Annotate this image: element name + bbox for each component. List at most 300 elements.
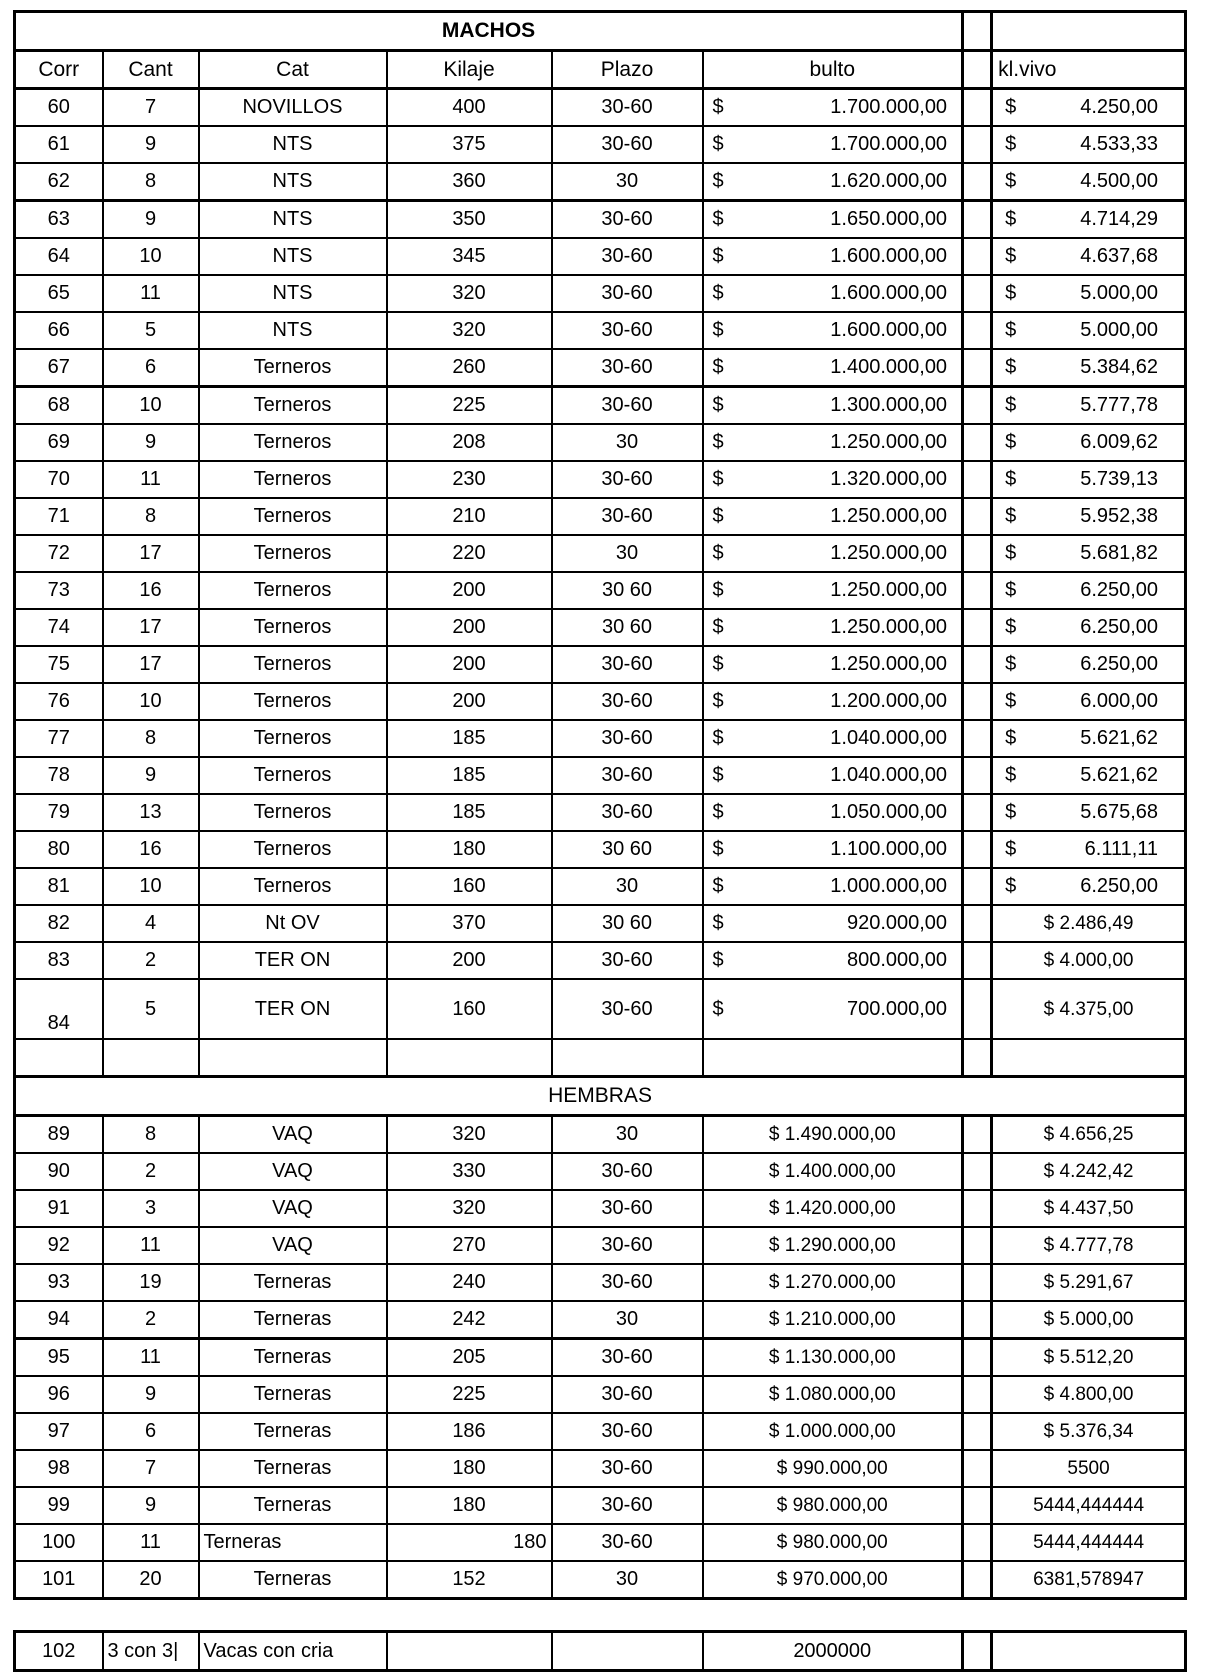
cell-empty[interactable]	[963, 424, 992, 461]
cell-klvivo[interactable]	[992, 461, 1186, 498]
cell-empty[interactable]	[963, 1039, 992, 1077]
cell-cat[interactable]: VAQ	[199, 1153, 387, 1190]
cell-corr[interactable]: 102	[15, 1632, 103, 1671]
cell-empty[interactable]	[963, 979, 992, 1039]
cell-cat[interactable]: NTS	[199, 275, 387, 312]
cell-klvivo[interactable]	[992, 349, 1186, 387]
cell-empty[interactable]	[963, 349, 992, 387]
cell-cant[interactable]: 17	[103, 609, 199, 646]
cell-corr[interactable]: 67	[15, 349, 103, 387]
cell-cant[interactable]: 10	[103, 387, 199, 425]
cell-klvivo[interactable]	[992, 868, 1186, 905]
cell-corr[interactable]: 61	[15, 126, 103, 163]
cell-empty[interactable]	[963, 1487, 992, 1524]
cell-cant[interactable]: 3 con 3|	[103, 1632, 199, 1671]
cell-plazo[interactable]: 30-60	[552, 683, 703, 720]
cell-corr[interactable]: 99	[15, 1487, 103, 1524]
cell-cant[interactable]: 19	[103, 1264, 199, 1301]
cell-bulto[interactable]: 2000000	[703, 1632, 963, 1671]
cell-empty[interactable]	[963, 535, 992, 572]
cell-corr[interactable]: 83	[15, 942, 103, 979]
cell-plazo[interactable]: 30-60	[552, 201, 703, 239]
cell-corr[interactable]: 64	[15, 238, 103, 275]
cell-corr[interactable]: 76	[15, 683, 103, 720]
cell-bulto[interactable]	[703, 1561, 963, 1599]
cell-cant[interactable]: 7	[103, 89, 199, 127]
cell-plazo[interactable]: 30 60	[552, 831, 703, 868]
cell-klvivo[interactable]	[992, 646, 1186, 683]
cell-empty[interactable]	[963, 757, 992, 794]
cell-corr[interactable]: 70	[15, 461, 103, 498]
cell-plazo[interactable]: 30	[552, 1561, 703, 1599]
cell-corr[interactable]: 92	[15, 1227, 103, 1264]
cell-cat[interactable]: VAQ	[199, 1116, 387, 1154]
cell-cant[interactable]: 9	[103, 1487, 199, 1524]
cell-empty[interactable]	[963, 572, 992, 609]
cell-empty[interactable]	[703, 1039, 963, 1077]
cell-plazo[interactable]: 30-60	[552, 238, 703, 275]
cell-empty[interactable]	[963, 51, 992, 89]
cell-klvivo[interactable]	[992, 89, 1186, 127]
cell-cant[interactable]: 11	[103, 1339, 199, 1377]
cell-empty[interactable]	[963, 12, 992, 51]
cell-corr[interactable]: 97	[15, 1413, 103, 1450]
cell-empty[interactable]	[963, 1632, 992, 1671]
cell-bulto[interactable]	[703, 312, 963, 349]
cell-empty[interactable]	[963, 1524, 992, 1561]
cell-kilaje[interactable]: 320	[387, 312, 552, 349]
cell-cat[interactable]: Terneros	[199, 683, 387, 720]
cell-kilaje[interactable]: 260	[387, 349, 552, 387]
cell-kilaje[interactable]: 270	[387, 1227, 552, 1264]
cell-cat[interactable]: TER ON	[199, 942, 387, 979]
cell-corr[interactable]: 68	[15, 387, 103, 425]
cell-empty[interactable]	[992, 1039, 1186, 1077]
cell-klvivo[interactable]	[992, 683, 1186, 720]
cell-cant[interactable]: 8	[103, 720, 199, 757]
cell-kilaje[interactable]: 240	[387, 1264, 552, 1301]
cell-bulto[interactable]	[703, 1153, 963, 1190]
cell-cant[interactable]: 16	[103, 572, 199, 609]
cell-bulto[interactable]	[703, 1450, 963, 1487]
cell-empty[interactable]	[963, 1264, 992, 1301]
cell-corr[interactable]: 95	[15, 1339, 103, 1377]
cell-plazo[interactable]: 30-60	[552, 349, 703, 387]
cell-empty[interactable]	[963, 720, 992, 757]
cell-kilaje[interactable]: 370	[387, 905, 552, 942]
cell-bulto[interactable]	[703, 646, 963, 683]
cell-corr[interactable]: 65	[15, 275, 103, 312]
cell-kilaje[interactable]: 200	[387, 683, 552, 720]
cell-kilaje[interactable]: 160	[387, 979, 552, 1039]
cell-cant[interactable]: 9	[103, 126, 199, 163]
cell-bulto[interactable]	[703, 424, 963, 461]
cell-klvivo[interactable]	[992, 1227, 1186, 1264]
cell-bulto[interactable]	[703, 572, 963, 609]
cell-cat[interactable]: Vacas con cria	[199, 1632, 387, 1671]
cell-empty[interactable]	[963, 387, 992, 425]
machos-section-title[interactable]: MACHOS	[15, 12, 963, 51]
cell-klvivo[interactable]	[992, 1264, 1186, 1301]
cell-klvivo[interactable]	[992, 1632, 1186, 1671]
cell-cat[interactable]: Terneros	[199, 868, 387, 905]
header-bulto[interactable]: bulto	[703, 51, 963, 89]
cell-empty[interactable]	[963, 868, 992, 905]
cell-plazo[interactable]: 30 60	[552, 609, 703, 646]
cell-cant[interactable]: 13	[103, 794, 199, 831]
cell-klvivo[interactable]	[992, 1153, 1186, 1190]
cell-bulto[interactable]	[703, 498, 963, 535]
cell-empty[interactable]	[963, 905, 992, 942]
cell-plazo[interactable]: 30-60	[552, 1153, 703, 1190]
cell-kilaje[interactable]: 400	[387, 89, 552, 127]
cell-empty[interactable]	[15, 1039, 103, 1077]
cell-cant[interactable]: 9	[103, 757, 199, 794]
cell-plazo[interactable]: 30	[552, 424, 703, 461]
cell-klvivo[interactable]	[992, 424, 1186, 461]
cell-empty[interactable]	[963, 89, 992, 127]
cell-plazo[interactable]: 30-60	[552, 1450, 703, 1487]
cell-empty[interactable]	[963, 942, 992, 979]
cell-klvivo[interactable]	[992, 942, 1186, 979]
cell-cant[interactable]: 11	[103, 1227, 199, 1264]
cell-klvivo[interactable]	[992, 238, 1186, 275]
cell-bulto[interactable]	[703, 720, 963, 757]
cell-corr[interactable]: 66	[15, 312, 103, 349]
cell-corr[interactable]: 90	[15, 1153, 103, 1190]
cell-corr[interactable]: 84	[15, 979, 103, 1039]
cell-plazo[interactable]: 30-60	[552, 1524, 703, 1561]
cell-plazo[interactable]: 30	[552, 163, 703, 201]
cell-cat[interactable]: Terneros	[199, 609, 387, 646]
cell-cant[interactable]: 6	[103, 349, 199, 387]
cell-empty[interactable]	[963, 1190, 992, 1227]
cell-cant[interactable]: 17	[103, 646, 199, 683]
cell-cant[interactable]: 8	[103, 498, 199, 535]
cell-plazo[interactable]: 30-60	[552, 498, 703, 535]
cell-plazo[interactable]	[552, 1632, 703, 1671]
cell-klvivo[interactable]	[992, 979, 1186, 1039]
cell-cat[interactable]: NTS	[199, 312, 387, 349]
cell-kilaje[interactable]: 205	[387, 1339, 552, 1377]
cell-bulto[interactable]	[703, 163, 963, 201]
cell-empty[interactable]	[963, 831, 992, 868]
cell-bulto[interactable]	[703, 757, 963, 794]
cell-bulto[interactable]	[703, 1413, 963, 1450]
cell-plazo[interactable]: 30-60	[552, 757, 703, 794]
cell-kilaje[interactable]: 350	[387, 201, 552, 239]
cell-empty[interactable]	[963, 1227, 992, 1264]
cell-cat[interactable]: TER ON	[199, 979, 387, 1039]
cell-bulto[interactable]	[703, 275, 963, 312]
cell-kilaje[interactable]: 200	[387, 609, 552, 646]
cell-bulto[interactable]	[703, 1227, 963, 1264]
cell-corr[interactable]: 82	[15, 905, 103, 942]
cell-kilaje[interactable]: 180	[387, 831, 552, 868]
cell-bulto[interactable]	[703, 126, 963, 163]
cell-bulto[interactable]	[703, 942, 963, 979]
cell-klvivo[interactable]	[992, 1413, 1186, 1450]
cell-cat[interactable]: Terneros	[199, 720, 387, 757]
cell-bulto[interactable]	[703, 201, 963, 239]
cell-bulto[interactable]	[703, 683, 963, 720]
cell-empty[interactable]	[963, 794, 992, 831]
cell-cant[interactable]: 4	[103, 905, 199, 942]
cell-cat[interactable]: Terneros	[199, 831, 387, 868]
cell-klvivo[interactable]	[992, 609, 1186, 646]
cell-cant[interactable]: 11	[103, 275, 199, 312]
cell-kilaje[interactable]: 200	[387, 942, 552, 979]
cell-kilaje[interactable]: 320	[387, 275, 552, 312]
cell-plazo[interactable]: 30-60	[552, 1227, 703, 1264]
cell-kilaje[interactable]: 220	[387, 535, 552, 572]
cell-corr[interactable]: 96	[15, 1376, 103, 1413]
cell-klvivo[interactable]	[992, 163, 1186, 201]
cell-empty[interactable]	[963, 498, 992, 535]
cell-cant[interactable]: 8	[103, 1116, 199, 1154]
cell-plazo[interactable]: 30-60	[552, 1376, 703, 1413]
cell-cat[interactable]: Terneras	[199, 1561, 387, 1599]
cell-cat[interactable]: Terneros	[199, 498, 387, 535]
cell-plazo[interactable]: 30 60	[552, 905, 703, 942]
cell-corr[interactable]: 62	[15, 163, 103, 201]
cell-plazo[interactable]: 30-60	[552, 979, 703, 1039]
cell-empty[interactable]	[963, 1339, 992, 1377]
cell-empty[interactable]	[963, 1116, 992, 1154]
cell-cat[interactable]: NOVILLOS	[199, 89, 387, 127]
cell-cat[interactable]: Terneros	[199, 387, 387, 425]
cell-cant[interactable]: 9	[103, 424, 199, 461]
cell-bulto[interactable]	[703, 1524, 963, 1561]
cell-kilaje[interactable]: 152	[387, 1561, 552, 1599]
cell-cant[interactable]: 17	[103, 535, 199, 572]
cell-plazo[interactable]: 30-60	[552, 126, 703, 163]
header-cat[interactable]: Cat	[199, 51, 387, 89]
cell-bulto[interactable]	[703, 831, 963, 868]
cell-bulto[interactable]	[703, 794, 963, 831]
header-plazo[interactable]: Plazo	[552, 51, 703, 89]
cell-kilaje[interactable]: 160	[387, 868, 552, 905]
cell-klvivo[interactable]	[992, 1524, 1186, 1561]
cell-empty[interactable]	[963, 163, 992, 201]
cell-bulto[interactable]	[703, 1376, 963, 1413]
cell-cat[interactable]: Terneras	[199, 1524, 387, 1561]
cell-kilaje[interactable]: 186	[387, 1413, 552, 1450]
cell-corr[interactable]: 72	[15, 535, 103, 572]
cell-kilaje[interactable]: 320	[387, 1116, 552, 1154]
cell-plazo[interactable]: 30	[552, 535, 703, 572]
cell-cant[interactable]: 16	[103, 831, 199, 868]
header-kilaje[interactable]: Kilaje	[387, 51, 552, 89]
cell-klvivo[interactable]	[992, 1301, 1186, 1339]
cell-cant[interactable]: 9	[103, 201, 199, 239]
cell-cant[interactable]: 10	[103, 238, 199, 275]
cell-cat[interactable]: Nt OV	[199, 905, 387, 942]
cell-bulto[interactable]	[703, 461, 963, 498]
cell-cant[interactable]: 2	[103, 1153, 199, 1190]
cell-klvivo[interactable]	[992, 126, 1186, 163]
cell-cat[interactable]: Terneras	[199, 1487, 387, 1524]
cell-cant[interactable]: 11	[103, 461, 199, 498]
cell-plazo[interactable]: 30	[552, 1116, 703, 1154]
cell-corr[interactable]: 63	[15, 201, 103, 239]
cell-klvivo[interactable]	[992, 498, 1186, 535]
cell-bulto[interactable]	[703, 609, 963, 646]
header-corr[interactable]: Corr	[15, 51, 103, 89]
cell-corr[interactable]: 78	[15, 757, 103, 794]
cell-empty[interactable]	[963, 238, 992, 275]
cell-plazo[interactable]: 30-60	[552, 1413, 703, 1450]
cell-empty[interactable]	[963, 201, 992, 239]
cell-empty[interactable]	[387, 1039, 552, 1077]
cell-plazo[interactable]: 30-60	[552, 1264, 703, 1301]
cell-empty[interactable]	[992, 12, 1186, 51]
cell-bulto[interactable]	[703, 89, 963, 127]
cell-cat[interactable]: NTS	[199, 238, 387, 275]
cell-plazo[interactable]: 30-60	[552, 1487, 703, 1524]
cell-kilaje[interactable]: 185	[387, 794, 552, 831]
cell-bulto[interactable]	[703, 238, 963, 275]
cell-cant[interactable]: 11	[103, 1524, 199, 1561]
cell-corr[interactable]: 81	[15, 868, 103, 905]
cell-cat[interactable]: VAQ	[199, 1227, 387, 1264]
cell-klvivo[interactable]	[992, 201, 1186, 239]
cell-kilaje[interactable]: 242	[387, 1301, 552, 1339]
cell-corr[interactable]: 74	[15, 609, 103, 646]
cell-plazo[interactable]: 30	[552, 1301, 703, 1339]
cell-corr[interactable]: 91	[15, 1190, 103, 1227]
cell-empty[interactable]	[963, 275, 992, 312]
cell-corr[interactable]: 77	[15, 720, 103, 757]
cell-cat[interactable]: Terneros	[199, 349, 387, 387]
cell-corr[interactable]: 89	[15, 1116, 103, 1154]
cell-empty[interactable]	[552, 1039, 703, 1077]
cell-klvivo[interactable]	[992, 1450, 1186, 1487]
cell-klvivo[interactable]	[992, 1190, 1186, 1227]
cell-empty[interactable]	[963, 1301, 992, 1339]
cell-kilaje[interactable]: 345	[387, 238, 552, 275]
cell-corr[interactable]: 75	[15, 646, 103, 683]
cell-kilaje[interactable]: 225	[387, 1376, 552, 1413]
cell-cat[interactable]: Terneros	[199, 794, 387, 831]
cell-plazo[interactable]: 30-60	[552, 720, 703, 757]
cell-bulto[interactable]	[703, 868, 963, 905]
cell-cant[interactable]: 9	[103, 1376, 199, 1413]
cell-klvivo[interactable]	[992, 535, 1186, 572]
cell-empty[interactable]	[963, 312, 992, 349]
cell-kilaje[interactable]	[387, 1632, 552, 1671]
cell-bulto[interactable]	[703, 905, 963, 942]
cell-empty[interactable]	[199, 1039, 387, 1077]
cell-bulto[interactable]	[703, 979, 963, 1039]
cell-plazo[interactable]: 30-60	[552, 794, 703, 831]
cell-kilaje[interactable]: 185	[387, 720, 552, 757]
cell-empty[interactable]	[963, 683, 992, 720]
cell-kilaje[interactable]: 230	[387, 461, 552, 498]
cell-bulto[interactable]	[703, 1301, 963, 1339]
cell-cat[interactable]: Terneras	[199, 1376, 387, 1413]
cell-corr[interactable]: 80	[15, 831, 103, 868]
cell-bulto[interactable]	[703, 349, 963, 387]
cell-bulto[interactable]	[703, 1116, 963, 1154]
header-cant[interactable]: Cant	[103, 51, 199, 89]
cell-klvivo[interactable]	[992, 312, 1186, 349]
cell-corr[interactable]: 94	[15, 1301, 103, 1339]
header-klvivo[interactable]: kl.vivo	[992, 51, 1186, 89]
cell-plazo[interactable]: 30-60	[552, 646, 703, 683]
cell-cat[interactable]: Terneras	[199, 1301, 387, 1339]
cell-plazo[interactable]: 30-60	[552, 275, 703, 312]
cell-klvivo[interactable]	[992, 1376, 1186, 1413]
cell-plazo[interactable]: 30 60	[552, 572, 703, 609]
cell-cant[interactable]: 20	[103, 1561, 199, 1599]
cell-empty[interactable]	[963, 1376, 992, 1413]
cell-corr[interactable]: 79	[15, 794, 103, 831]
cell-cat[interactable]: NTS	[199, 201, 387, 239]
cell-kilaje[interactable]: 200	[387, 646, 552, 683]
cell-klvivo[interactable]	[992, 831, 1186, 868]
cell-klvivo[interactable]	[992, 720, 1186, 757]
cell-klvivo[interactable]	[992, 1116, 1186, 1154]
cell-cat[interactable]: Terneros	[199, 572, 387, 609]
cell-cant[interactable]: 7	[103, 1450, 199, 1487]
cell-klvivo[interactable]	[992, 1339, 1186, 1377]
cell-kilaje[interactable]: 375	[387, 126, 552, 163]
cell-cant[interactable]: 3	[103, 1190, 199, 1227]
cell-kilaje[interactable]: 208	[387, 424, 552, 461]
cell-plazo[interactable]: 30	[552, 868, 703, 905]
cell-bulto[interactable]	[703, 1264, 963, 1301]
cell-empty[interactable]	[963, 461, 992, 498]
cell-plazo[interactable]: 30-60	[552, 461, 703, 498]
cell-corr[interactable]: 98	[15, 1450, 103, 1487]
cell-klvivo[interactable]	[992, 794, 1186, 831]
cell-empty[interactable]	[963, 1153, 992, 1190]
cell-empty[interactable]	[963, 1450, 992, 1487]
cell-cant[interactable]: 5	[103, 312, 199, 349]
cell-corr[interactable]: 73	[15, 572, 103, 609]
cell-bulto[interactable]	[703, 1487, 963, 1524]
cell-bulto[interactable]	[703, 1190, 963, 1227]
cell-empty[interactable]	[103, 1039, 199, 1077]
cell-bulto[interactable]	[703, 1339, 963, 1377]
cell-cat[interactable]: NTS	[199, 126, 387, 163]
cell-corr[interactable]: 69	[15, 424, 103, 461]
cell-cant[interactable]: 8	[103, 163, 199, 201]
cell-kilaje[interactable]: 200	[387, 572, 552, 609]
cell-cat[interactable]: Terneros	[199, 646, 387, 683]
cell-plazo[interactable]: 30-60	[552, 942, 703, 979]
cell-cat[interactable]: Terneros	[199, 757, 387, 794]
cell-corr[interactable]: 71	[15, 498, 103, 535]
cell-kilaje[interactable]: 225	[387, 387, 552, 425]
cell-cat[interactable]: Terneras	[199, 1413, 387, 1450]
cell-kilaje[interactable]: 320	[387, 1190, 552, 1227]
cell-cat[interactable]: Terneras	[199, 1450, 387, 1487]
cell-empty[interactable]	[963, 609, 992, 646]
cell-kilaje[interactable]: 180	[387, 1524, 552, 1561]
cell-cant[interactable]: 5	[103, 979, 199, 1039]
cell-empty[interactable]	[963, 646, 992, 683]
cell-corr[interactable]: 93	[15, 1264, 103, 1301]
cell-kilaje[interactable]: 180	[387, 1487, 552, 1524]
cell-plazo[interactable]: 30-60	[552, 387, 703, 425]
cell-cant[interactable]: 2	[103, 942, 199, 979]
cell-cat[interactable]: NTS	[199, 163, 387, 201]
cell-klvivo[interactable]	[992, 1487, 1186, 1524]
cell-klvivo[interactable]	[992, 387, 1186, 425]
cell-cant[interactable]: 10	[103, 683, 199, 720]
